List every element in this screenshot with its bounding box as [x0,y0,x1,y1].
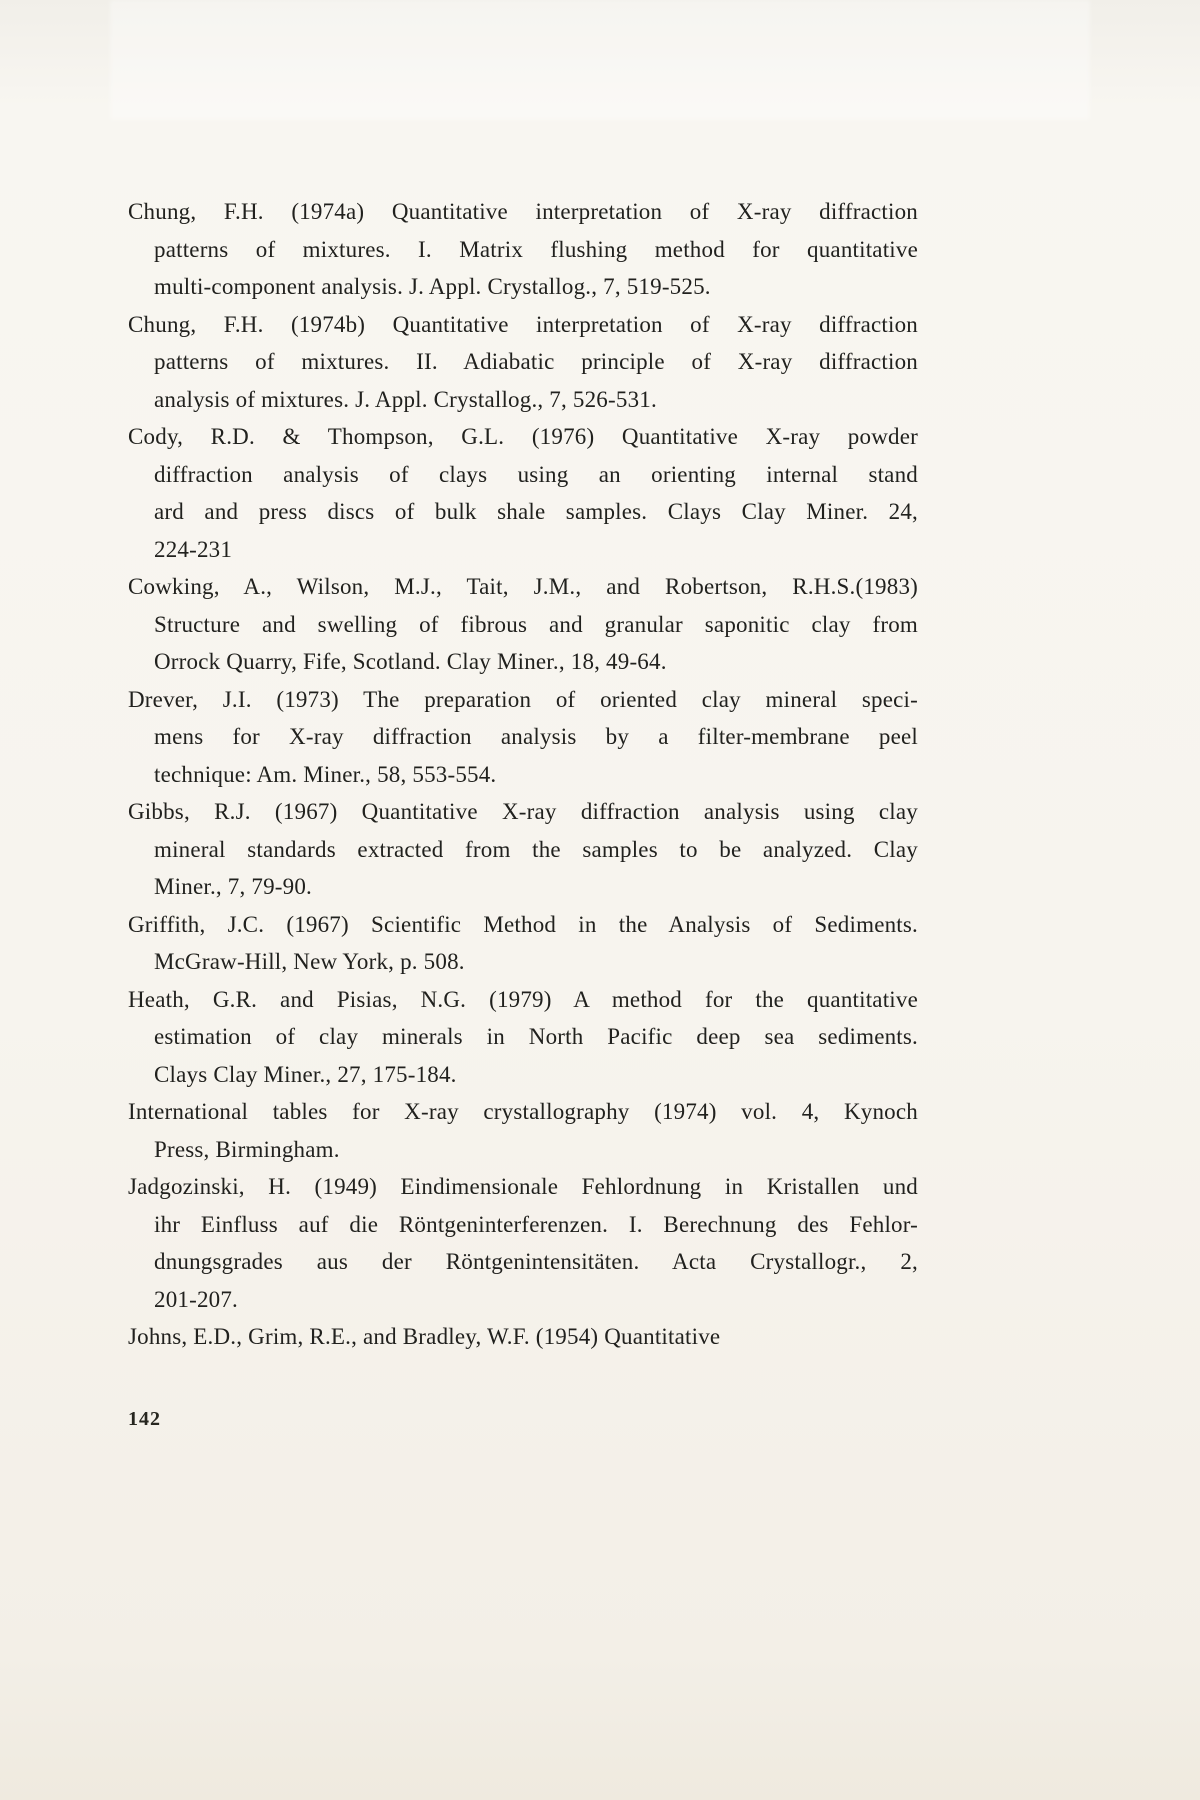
reference-line: Gibbs, R.J. (1967) Quantitative X-ray diffraction analysis using clay [128,799,918,824]
reference-line: Griffith, J.C. (1967) Scientific Method in the Analysis of Sediments. [128,911,918,937]
reference-line: Chung, F.H. (1974a) Quantitative interpretation of X-ray diffraction [128,199,918,224]
reference-line: ihr Einfluss auf die Röntgeninterferenzen. I. Berechnung des Fehlor- [154,1211,918,1237]
reference-line: patterns of mixtures. I. Matrix flushing method for quantitative [154,236,918,262]
reference-line: patterns of mixtures. II. Adiabatic principle of X-ray diffraction [154,349,918,374]
reference-line: Heath, G.R. and Pisias, N.G. (1979) A method for the quantitative [128,986,918,1012]
reference-line: estimation of clay minerals in North Pacific deep sea sediments. [154,1024,918,1049]
reference-line: technique: Am. Miner., 58, 553-554. [154,761,497,787]
reference-line: Chung, F.H. (1974b) Quantitative interpretation of X-ray diffraction [128,311,918,337]
reference-line: Jadgozinski, H. (1949) Eindimensionale Fehlordnung in Kristallen und [128,1174,918,1199]
reference-line: Miner., 7, 79-90. [154,874,312,899]
reference-line: diffraction analysis of clays using an orienting internal stand [154,461,918,487]
reference-line: dnungsgrades aus der Röntgenintensitäten. Acta Crystallogr., 2, [154,1249,918,1274]
reference-line: Johns, E.D., Grim, R.E., and Bradley, W.F. (1954) Quantitative [128,1324,721,1349]
reference-entry [128,1318,918,1356]
reference-line: Orrock Quarry, Fife, Scotland. Clay Miner., 18, 49-64. [154,649,667,674]
reference-entry [128,193,918,306]
reference-line: Drever, J.I. (1973) The preparation of oriented clay mineral speci- [128,686,918,712]
reference-line: multi-component analysis. J. Appl. Crystallog., 7, 519-525. [154,274,711,299]
reference-line: Cowking, A., Wilson, M.J., Tait, J.M., and Robertson, R.H.S.(1983) [128,574,918,599]
reference-entry [128,793,918,906]
reference-entry [128,306,918,419]
reference-line: mineral standards extracted from the samples to be analyzed. Clay [154,836,918,862]
reference-entry [128,981,918,1094]
reference-line: ard and press discs of bulk shale samples. Clays Clay Miner. 24, [154,499,918,524]
reference-entry [128,906,918,981]
reference-entry [128,418,918,568]
reference-line: International tables for X-ray crystallography (1974) vol. 4, Kynoch [128,1099,918,1124]
reference-entry [128,1093,918,1168]
reference-line: McGraw-Hill, New York, p. 508. [154,949,465,974]
reference-entry [128,1168,918,1318]
reference-entry [128,568,918,681]
reference-entry [128,681,918,794]
reference-line: 201-207. [154,1286,239,1312]
references-list [128,193,918,1356]
reference-line: 224-231 [154,536,233,562]
reference-line: Clays Clay Miner., 27, 175-184. [154,1061,457,1087]
reference-line: Cody, R.D. & Thompson, G.L. (1976) Quantitative X-ray powder [128,424,918,449]
reference-line: Structure and swelling of fibrous and granular saponitic clay from [154,611,918,637]
reference-line: mens for X-ray diffraction analysis by a filter-membrane peel [154,724,918,749]
reference-line: analysis of mixtures. J. Appl. Crystallog., 7, 526-531. [154,386,657,412]
reference-line: Press, Birmingham. [154,1136,340,1162]
page-number: 142 [128,1408,161,1430]
